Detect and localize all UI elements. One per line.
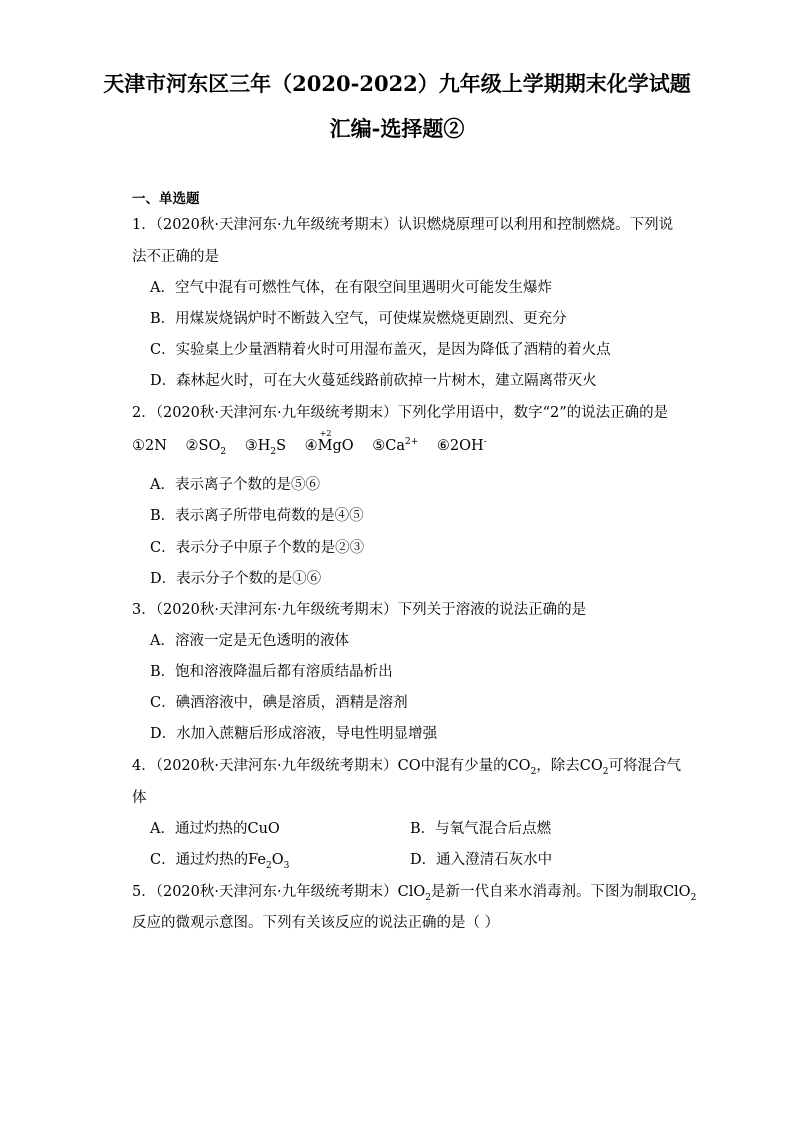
q3-option-b: B．饱和溶液降温后都有溶质结晶析出 — [150, 664, 393, 680]
q1-stem-line2: 法不正确的是 — [132, 249, 219, 265]
q4-option-c: C．通过灼热的$Fe_2O_3$ — [150, 852, 290, 871]
section-heading: 一、单选题 — [132, 191, 200, 207]
q1-stem-line1: 1．（2020秋·天津河东·九年级统考期末）认识燃烧原理可以利用和控制燃烧。下列说 — [132, 217, 674, 233]
q2-formula-2: $②SO_2$ — [185, 437, 227, 457]
q2-formula-1: ①2N — [132, 437, 167, 454]
page-title-line2: 汇编-选择题② — [329, 116, 465, 141]
page-title-line1: 天津市河东区三年（2020-2022）九年级上学期期末化学试题 — [103, 71, 691, 96]
q2-stem: 2．（2020秋·天津河东·九年级统考期末）下列化学用语中，数字“2”的说法正确的是 — [132, 405, 669, 421]
q1-option-d: D．森林起火时，可在大火蔓延线路前砍掉一片树木，建立隔离带灭火 — [150, 373, 597, 389]
q2-option-d: D．表示分子个数的是①⑥ — [150, 571, 322, 587]
q5-stem-line2: 反应的微观示意图。下列有关该反应的说法正确的是（ ） — [132, 915, 500, 931]
q4-stem-line1: 4．（2020秋·天津河东·九年级统考期末）CO中混有少量的$CO_2$，除去$CO_2$可将混合气 — [132, 758, 682, 777]
q2-formula-6: ⑥2OH- — [436, 437, 487, 454]
q4-stem-line2: 体 — [132, 790, 147, 806]
q2-option-a: A．表示离子个数的是⑤⑥ — [150, 477, 320, 493]
q2-formula-list — [132, 428, 501, 457]
q4-option-b: B．与氧气混合后点燃 — [410, 821, 552, 837]
q2-option-c: C．表示分子中原子个数的是②③ — [150, 540, 365, 556]
q1-option-a: A．空气中混有可燃性气体，在有限空间里遇明火可能发生爆炸 — [150, 280, 552, 296]
q3-option-d: D．水加入蔗糖后形成溶液，导电性明显增强 — [150, 726, 438, 742]
q4-option-a: A．通过灼热的CuO — [150, 821, 280, 837]
q5-stem-line1: 5．（2020秋·天津河东·九年级统考期末）ClO$_2$是新一代自来水消毒剂。下图为制取ClO$_2$ — [132, 884, 697, 903]
q2-formula-4: ④ +2 MgO — [304, 428, 354, 454]
q3-option-c: C．碘酒溶液中，碘是溶质，酒精是溶剂 — [150, 695, 408, 711]
q1-option-c: C．实验桌上少量酒精着火时可用湿布盖灭，是因为降低了酒精的着火点 — [150, 342, 611, 358]
q1-option-b: B．用煤炭烧锅炉时不断鼓入空气，可使煤炭燃烧更剧烈、更充分 — [150, 311, 567, 327]
q2-option-b: B．表示离子所带电荷数的是④⑤ — [150, 508, 364, 524]
q2-formula-5: $⑤Ca^{2+}$ — [372, 437, 419, 454]
q3-stem: 3．（2020秋·天津河东·九年级统考期末）下列关于溶液的说法正确的是 — [132, 602, 587, 618]
q2-formula-3: $③H_2S$ — [244, 437, 287, 457]
q3-option-a: A．溶液一定是无色透明的液体 — [150, 633, 349, 649]
q4-option-d: D．通入澄清石灰水中 — [410, 852, 553, 868]
